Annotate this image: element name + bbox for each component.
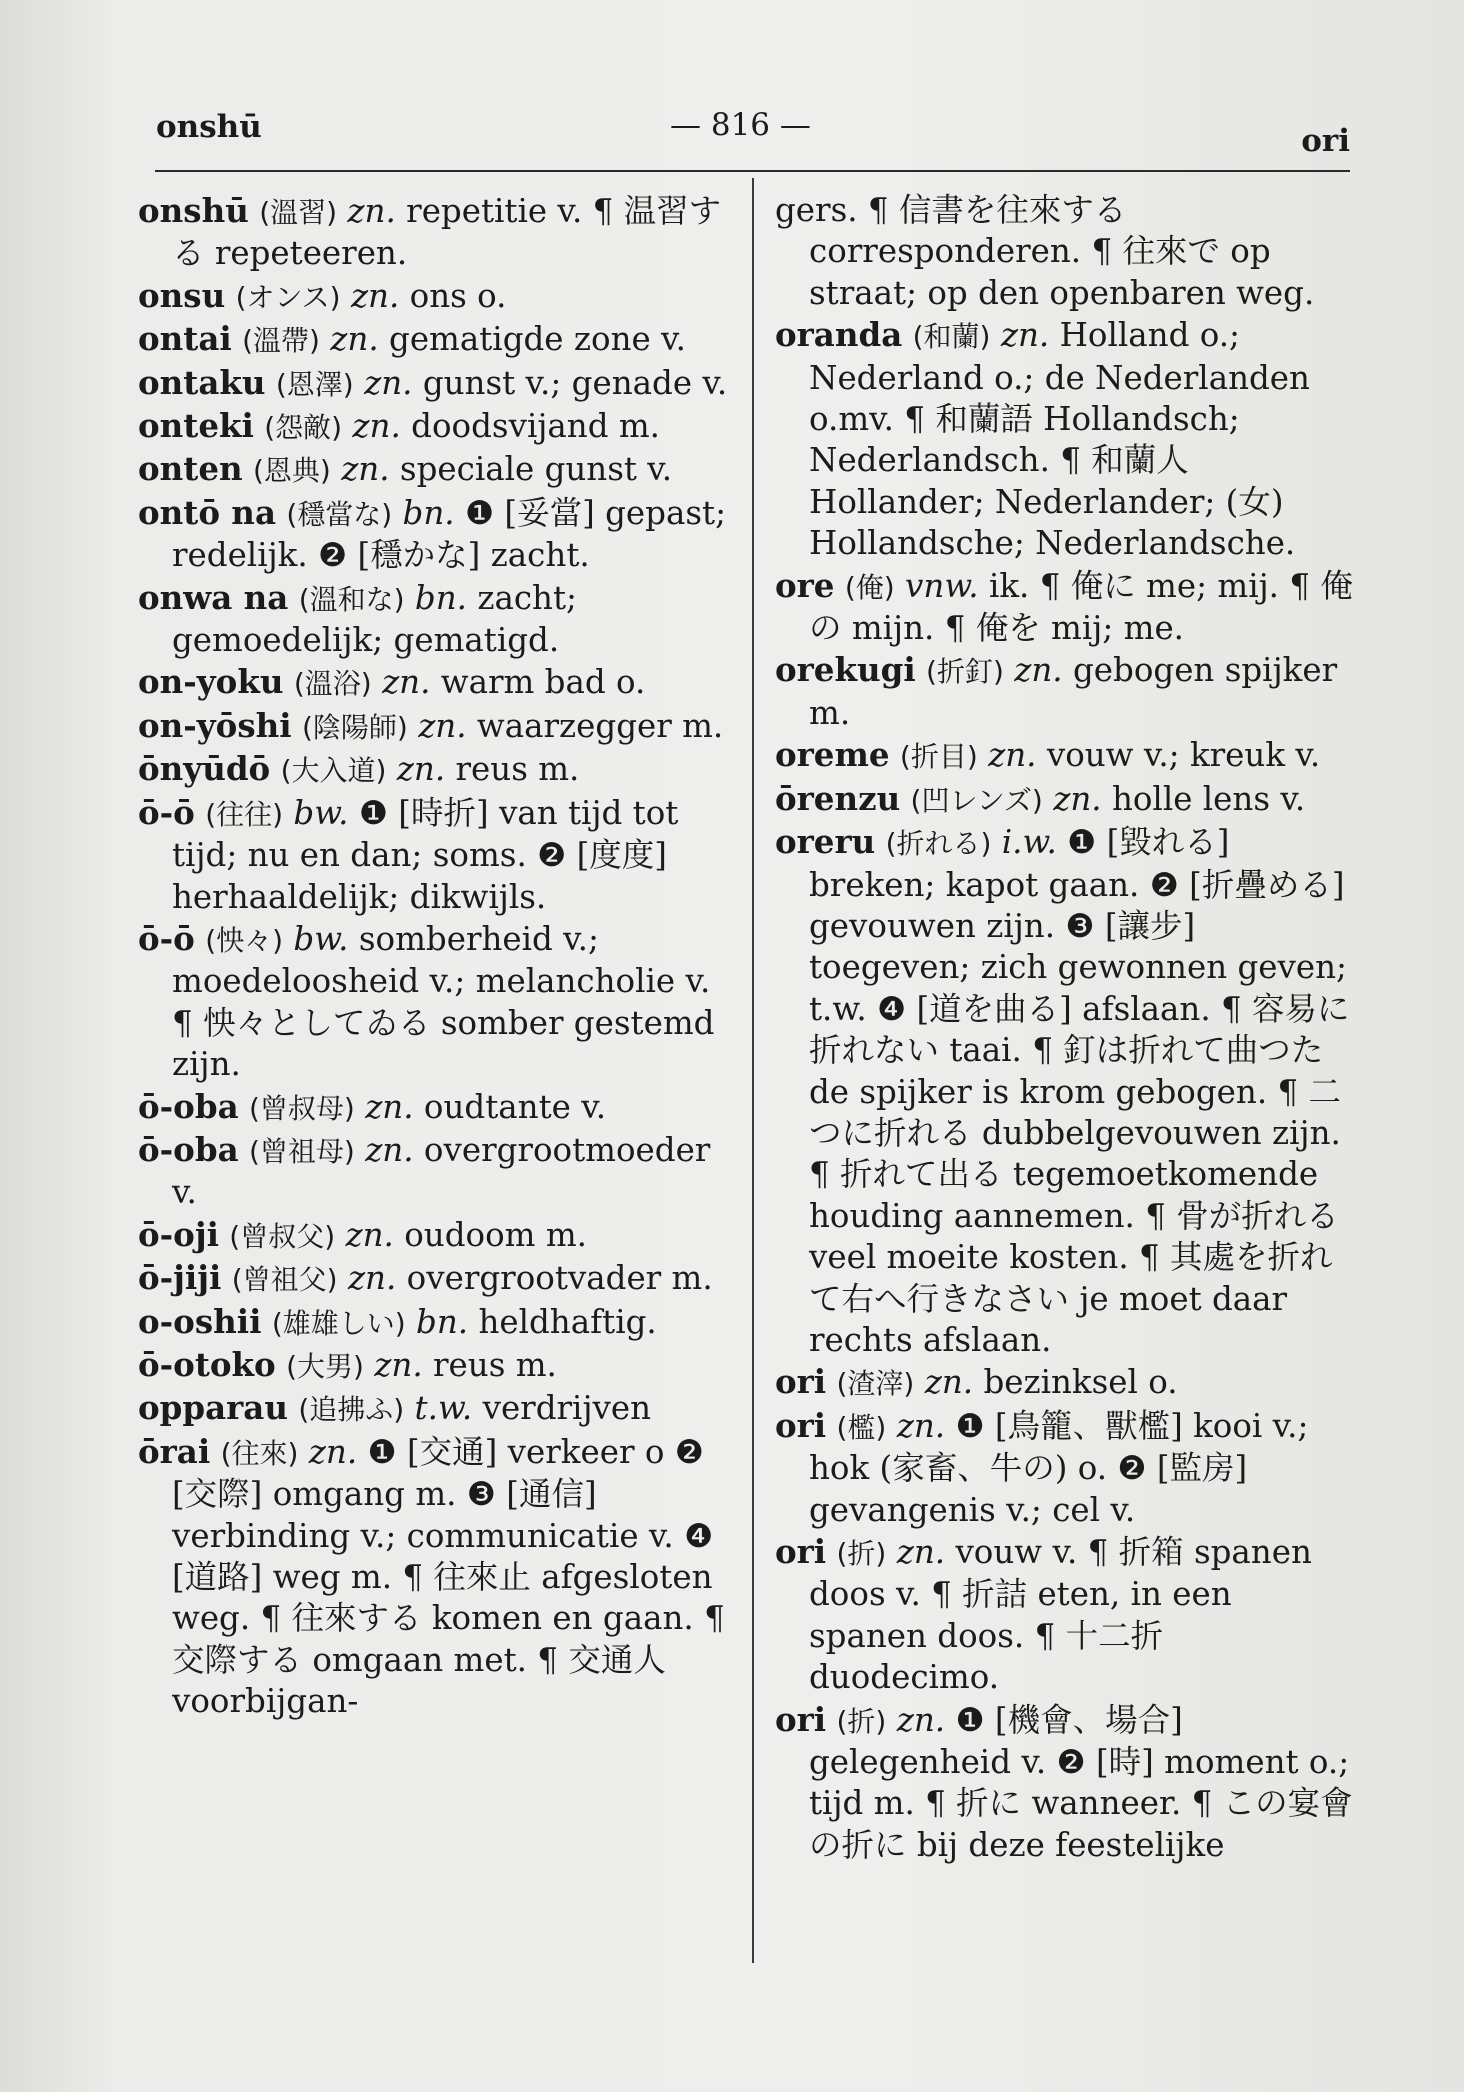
kanji-form: (折目) xyxy=(899,740,978,774)
headword: opparau xyxy=(138,1388,288,1428)
grammar-label: zn. xyxy=(352,407,401,446)
grammar-label: zn. xyxy=(896,1700,946,1739)
dictionary-entry xyxy=(138,190,730,275)
kanji-form: (穩當な) xyxy=(286,497,393,531)
dictionary-entry xyxy=(775,821,1355,1361)
dictionary-entry xyxy=(138,362,730,405)
definition: speciale gunst v. xyxy=(399,450,673,489)
definition: oudoom m. xyxy=(404,1215,587,1254)
kanji-form: (怏々) xyxy=(205,923,284,957)
kanji-form: (大男) xyxy=(286,1349,364,1383)
definition: overgrootmoeder v. xyxy=(172,1130,711,1212)
kanji-form: (追拂ふ) xyxy=(298,1393,405,1427)
headword: ō-oji xyxy=(138,1214,219,1254)
grammar-label: zn. xyxy=(341,450,390,489)
dictionary-entry xyxy=(775,1405,1355,1531)
grammar-label: i.w. xyxy=(1001,823,1057,862)
dictionary-entry xyxy=(138,1301,730,1344)
headword: ori xyxy=(775,1699,827,1739)
page-number: — 816 — xyxy=(670,107,811,143)
kanji-form: (オンス) xyxy=(235,280,341,314)
kanji-form: (曾祖父) xyxy=(231,1263,338,1297)
grammar-label: zn. xyxy=(308,1432,358,1471)
headword: on-yōshi xyxy=(138,705,292,745)
grammar-label: t.w. xyxy=(414,1389,473,1428)
kanji-form: (溫習) xyxy=(259,196,338,229)
page-header xyxy=(150,105,1350,159)
definition: doodsvijand m. xyxy=(411,407,661,446)
kanji-form: (怨敵) xyxy=(264,411,343,445)
header-left-guide-word: onshū xyxy=(156,109,262,145)
headword: onwa na xyxy=(138,577,289,617)
grammar-label: zn. xyxy=(347,1259,397,1298)
grammar-label: vnw. xyxy=(905,566,979,605)
kanji-form: (俺) xyxy=(844,570,895,604)
definition: overgrootvader m. xyxy=(406,1259,713,1298)
headword: onteki xyxy=(138,406,254,446)
grammar-label: zn. xyxy=(988,736,1037,775)
headword: ontaku xyxy=(138,362,266,402)
definition: somberheid v.; moedeloosheid v.; melancholie v. ¶ 怏々としてゐる somber gestemd zijn. xyxy=(172,919,715,1084)
definition: gebogen spijker m. xyxy=(809,651,1338,732)
grammar-label: bw. xyxy=(293,793,349,832)
grammar-label: zn. xyxy=(364,363,413,402)
definition: holle lens v. xyxy=(1111,779,1306,818)
dictionary-entry xyxy=(775,190,1355,314)
definition: gematigde zone v. xyxy=(389,320,686,359)
dictionary-entry xyxy=(775,1361,1355,1404)
grammar-label: zn. xyxy=(330,320,379,359)
headword: ō-jiji xyxy=(138,1258,222,1298)
definition: ❶ [時折] van tijd tot tijd; nu en dan; soms. ❷ [度度] herhaaldelijk; dikwijls. xyxy=(172,793,679,916)
kanji-form: (大入道) xyxy=(280,754,387,788)
grammar-label: zn. xyxy=(365,1130,414,1169)
dictionary-entry xyxy=(138,1431,730,1723)
dictionary-entry xyxy=(138,1257,730,1300)
kanji-form: (溫和な) xyxy=(298,582,405,616)
kanji-form: (曾祖母) xyxy=(248,1134,355,1168)
dictionary-entry xyxy=(138,1214,730,1257)
definition: vouw v. ¶ 折箱 spanen doos v. ¶ 折詰 eten, in een spanen doos. ¶ 十二折 duodecimo. xyxy=(809,1533,1312,1697)
kanji-form: (溫帶) xyxy=(242,324,320,358)
headword: ō-ō xyxy=(138,918,195,958)
headword: ō-otoko xyxy=(138,1344,276,1384)
grammar-label: zn. xyxy=(345,1215,394,1254)
kanji-form: (往來) xyxy=(220,1436,299,1470)
definition: ik. ¶ 俺に me; mij. ¶ 俺の mijn. ¶ 俺を mij; me. xyxy=(809,566,1353,648)
headword: ōrai xyxy=(138,1431,211,1471)
definition: reus m. xyxy=(455,750,580,789)
dictionary-entry xyxy=(775,1699,1355,1867)
dictionary-entry xyxy=(775,649,1355,734)
definition: ❶ [鳥籠、獸檻] kooi v.; hok (家畜、牛の) o. ❷ [監房] gevangenis v.; cel v. xyxy=(809,1406,1309,1529)
kanji-form: (渣滓) xyxy=(836,1367,915,1401)
definition: ❶ [機會、場合] gelegenheid v. ❷ [時] moment o.; tijd m. ¶ 折に wanneer. ¶ この宴會の折に bij deze feestelijke xyxy=(809,1700,1353,1864)
kanji-form: (溫浴) xyxy=(293,667,372,701)
headword: ō-oba xyxy=(138,1129,239,1169)
grammar-label: zn. xyxy=(374,1345,423,1384)
kanji-form: (和蘭) xyxy=(912,320,991,354)
definition: gers. ¶ 信書を往來する corresponderen. ¶ 往來で op straat; op den openbaren weg. xyxy=(775,191,1315,312)
kanji-form: (陰陽師) xyxy=(301,710,408,744)
dictionary-entry xyxy=(138,1344,730,1387)
dictionary-entry xyxy=(138,405,730,448)
headword: onshū xyxy=(138,191,249,230)
grammar-label: zn. xyxy=(382,663,431,702)
headword: ōnyūdō xyxy=(138,749,271,789)
definition: Holland o.; Nederland o.; de Nederlanden o.mv. ¶ 和蘭語 Hollandsch; Nederlandsch. ¶ 和蘭人 Hollander; Nederlander; (女) Hollandsche; Nederlandsche. xyxy=(809,316,1310,563)
dictionary-entry xyxy=(138,748,730,791)
dictionary-entry xyxy=(775,1531,1355,1699)
headword: ōrenzu xyxy=(775,778,901,818)
kanji-form: (恩典) xyxy=(252,454,331,488)
left-column xyxy=(138,190,730,1723)
grammar-label: bn. xyxy=(416,1302,469,1341)
dictionary-entry xyxy=(775,314,1355,564)
kanji-form: (雄雄しい) xyxy=(271,1306,406,1340)
definition: reus m. xyxy=(433,1345,557,1384)
header-rule xyxy=(155,170,1350,172)
dictionary-entry xyxy=(138,492,730,577)
definition: vouw v.; kreuk v. xyxy=(1046,736,1321,775)
definition: oudtante v. xyxy=(423,1087,607,1126)
definition: repetitie v. ¶ 温習する repeteeren. xyxy=(172,192,722,273)
kanji-form: (往往) xyxy=(205,797,284,831)
grammar-label: zn. xyxy=(924,1363,974,1402)
headword: onten xyxy=(138,449,243,489)
dictionary-entry xyxy=(138,275,730,318)
dictionary-entry xyxy=(138,792,730,918)
definition: ❶ [毀れる] breken; kapot gaan. ❷ [折疊める] gevouwen zijn. ❸ [讓步] toegeven; zich gewonnen geven; t.w. ❹ [道を曲る] afslaan. ¶ 容易に折れない taai. ¶ 釘は折れて曲つた de spijker is krom gebogen. ¶ 二つに折れる dubbelgevouwen zijn. ¶ 折れて出る tegemoetkomende houding aannemen. ¶ 骨が折れる veel moeite kosten. ¶ 其處を折れて右へ行きなさい je moet daar rechts afslaan. xyxy=(809,823,1350,1359)
kanji-form: (折釘) xyxy=(926,655,1004,689)
definition: ❶ [交通] verkeer o ❷ [交際] omgang m. ❸ [通信] verbinding v.; communicatie v. ❹ [道路] weg m. ¶ 往來止 afgesloten weg. ¶ 往來する komen en gaan. ¶ 交際する omgaan met. ¶ 交通人 voorbijgan- xyxy=(172,1432,725,1721)
grammar-label: bw. xyxy=(293,919,349,958)
dictionary-entry xyxy=(138,1086,730,1129)
column-divider xyxy=(752,178,754,1963)
grammar-label: zn. xyxy=(1000,316,1050,355)
dictionary-entry xyxy=(138,318,730,361)
headword: o-oshii xyxy=(138,1301,262,1341)
dictionary-entry xyxy=(138,1129,730,1214)
grammar-label: bn. xyxy=(402,493,455,532)
headword: ō-oba xyxy=(138,1086,239,1126)
headword: onsu xyxy=(138,275,226,315)
grammar-label: zn. xyxy=(347,192,396,230)
definition: gunst v.; genade v. xyxy=(422,363,728,402)
definition: ons o. xyxy=(409,276,507,315)
headword: on-yoku xyxy=(138,662,284,702)
kanji-form: (折) xyxy=(836,1537,887,1570)
grammar-label: zn. xyxy=(365,1087,414,1126)
headword: oreru xyxy=(775,822,876,862)
dictionary-entry xyxy=(775,734,1355,777)
dictionary-entry xyxy=(138,448,730,491)
grammar-label: zn. xyxy=(396,750,446,789)
headword: ori xyxy=(775,1362,827,1402)
grammar-label: zn. xyxy=(350,276,400,315)
headword: ore xyxy=(775,565,835,605)
grammar-label: zn. xyxy=(896,1406,946,1445)
definition: bezinksel o. xyxy=(983,1363,1178,1402)
grammar-label: zn. xyxy=(418,706,467,745)
right-column xyxy=(775,190,1355,1866)
kanji-form: (折) xyxy=(836,1704,887,1738)
grammar-label: bn. xyxy=(414,578,467,617)
header-right-guide-word: ori xyxy=(1301,123,1350,159)
definition: verdrijven xyxy=(482,1389,652,1428)
dictionary-entry xyxy=(775,565,1355,650)
definition: heldhaftig. xyxy=(478,1302,657,1341)
kanji-form: (曾叔母) xyxy=(248,1091,355,1125)
kanji-form: (恩澤) xyxy=(275,367,354,401)
grammar-label: zn. xyxy=(896,1533,946,1571)
grammar-label: zn. xyxy=(1053,779,1102,818)
dictionary-entry xyxy=(138,918,730,1086)
dictionary-entry xyxy=(775,778,1355,821)
kanji-form: (曾叔父) xyxy=(229,1219,336,1253)
headword: ontō na xyxy=(138,492,276,532)
definition: zacht; gemoedelijk; gematigd. xyxy=(172,578,577,660)
headword: ō-ō xyxy=(138,792,195,832)
kanji-form: (折れる) xyxy=(885,827,992,861)
headword: ontai xyxy=(138,319,232,359)
definition: ❶ [妥當] gepast; redelijk. ❷ [穩かな] zacht. xyxy=(172,493,727,575)
headword: ori xyxy=(775,1405,827,1445)
headword: oreme xyxy=(775,735,890,775)
kanji-form: (檻) xyxy=(836,1410,887,1444)
headword: ori xyxy=(775,1532,827,1571)
headword: orekugi xyxy=(775,650,916,690)
dictionary-entry xyxy=(138,577,730,662)
kanji-form: (凹レンズ) xyxy=(910,783,1043,817)
dictionary-entry xyxy=(138,661,730,704)
dictionary-entry xyxy=(138,1387,730,1430)
headword: oranda xyxy=(775,315,903,355)
grammar-label: zn. xyxy=(1014,651,1063,690)
definition: warm bad o. xyxy=(440,663,646,702)
dictionary-entry xyxy=(138,705,730,748)
definition: waarzegger m. xyxy=(476,706,724,745)
